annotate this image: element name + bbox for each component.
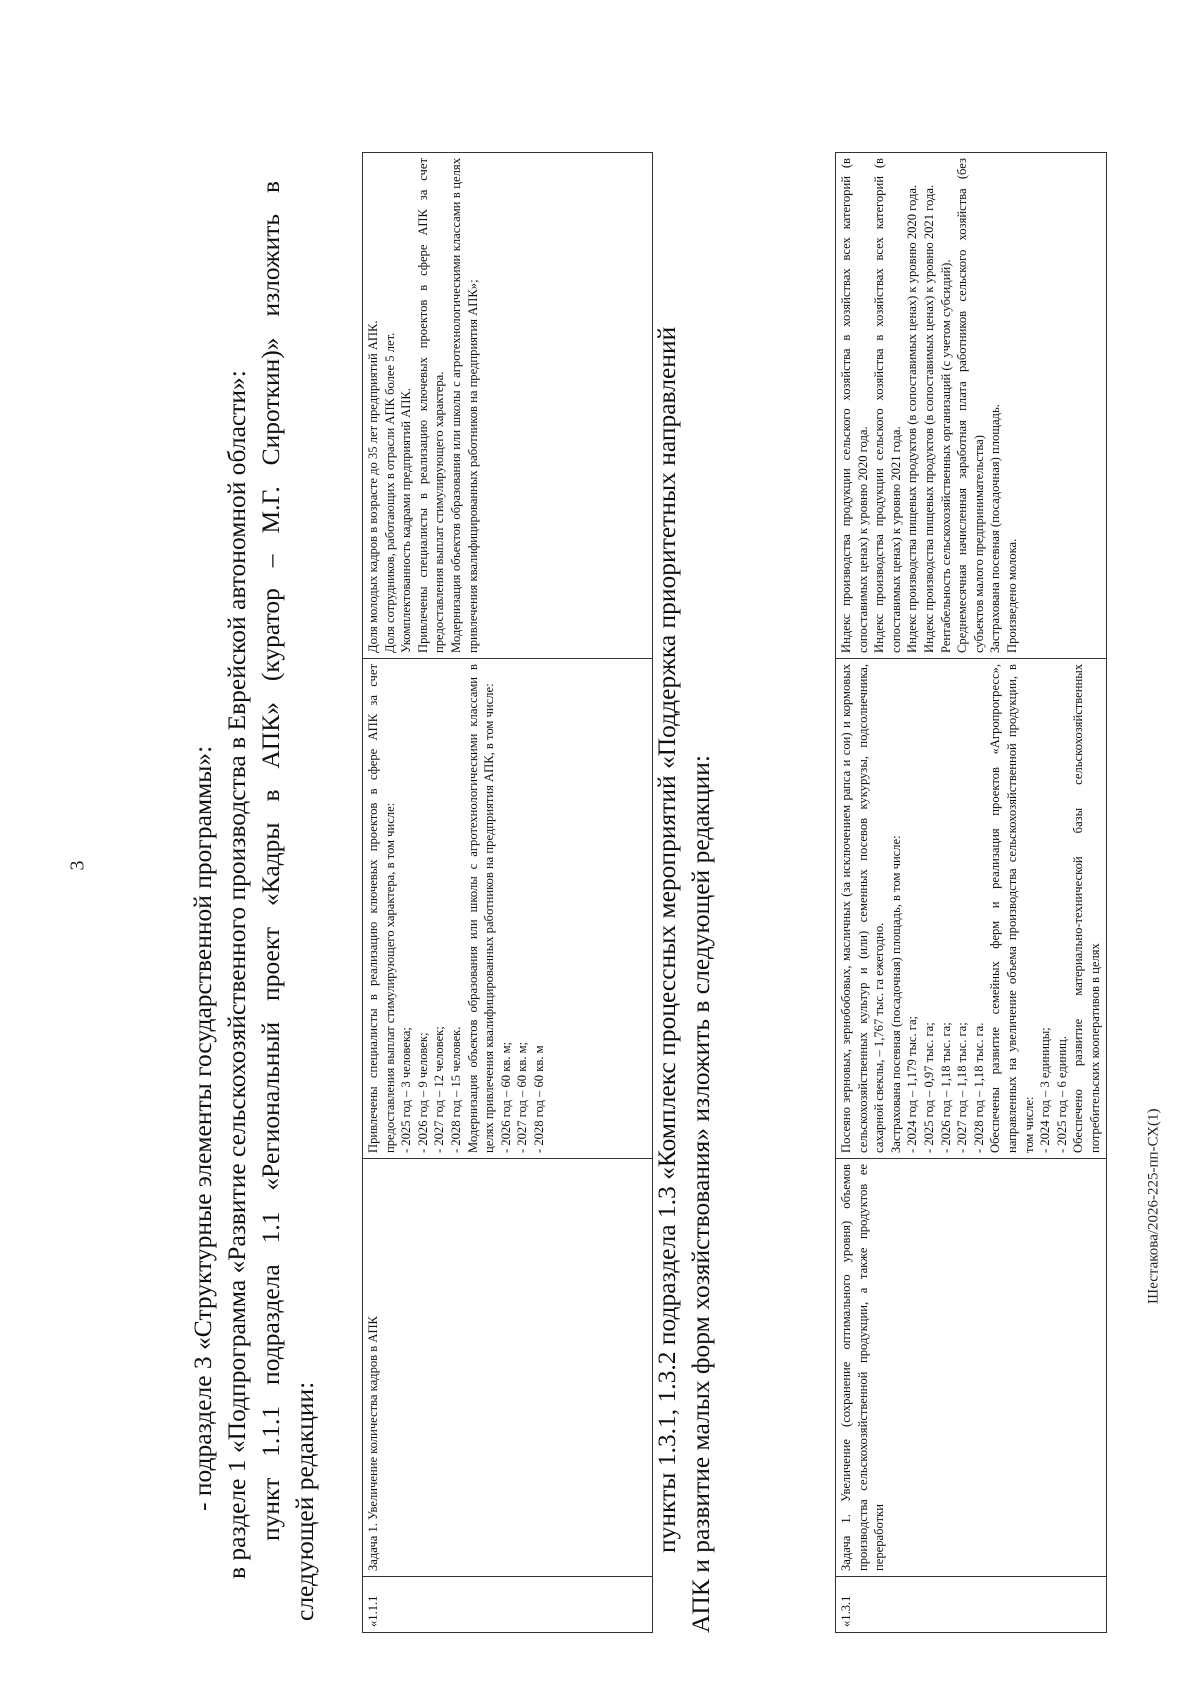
effect-item: - 2026 год – 60 кв. м; [498,1041,513,1153]
indicator-item: Рентабельность сельскохозяйственных организаций (с учетом субсидий). [938,259,953,653]
paragraph-line: АПК и развитие малых форм хозяйствования» изложить в следующей редакции: [686,754,715,1633]
table-row [363,153,653,1633]
effect-item: - 2025 год – 6 единиц. [1054,1036,1069,1153]
indicators-cell [836,153,1107,659]
effect-item: - 2025 год – 3 человека; [399,1027,414,1153]
effect-item: - 2026 год – 9 человек; [415,1032,430,1153]
table-row [836,153,1107,1633]
paragraph-line: пункты 1.3.1, 1.3.2 подраздела 1.3 «Комплекс процессных мероприятий «Поддержка приоритетных направлений [652,326,681,1553]
intro-line: в разделе 1 «Подпрограмма «Развитие сельскохозяйственного производства в Еврейской автономной области»: [222,370,251,1579]
intro-paragraph [186,181,322,1621]
indicator-item: Доля молодых кадров в возрасте до 35 лет предприятий АПК. [366,320,380,653]
indicator-item: Индекс производства пищевых продуктов (в сопоставимых ценах) к уровню 2020 года. [905,184,920,653]
table-subsection-1-1 [362,152,653,1633]
effect-item: - 2028 год – 1,18 тыс. га. [971,1022,986,1153]
effect-item: - 2024 год – 1,179 тыс. га; [905,1015,920,1153]
second-paragraph [650,173,718,1633]
indicator-item: Индекс производства пищевых продуктов (в сопоставимых ценах) к уровню 2021 года. [921,184,936,653]
effects-cell [363,659,653,1159]
intro-line: следующей редакции: [290,1381,319,1621]
effect-item: - 2027 год – 60 кв. м; [515,1041,530,1153]
intro-line: пункт 1.1.1 подраздела 1.1 «Региональный проект «Кадры в АПК» (куратор – М.Г. Сироткин)» изложить в [256,181,285,1541]
table-subsection-1-3 [835,152,1107,1633]
effect-item: Посеяно зерновых, зернобобовых, масличных (за исключением рапса и сои) и кормовых сельскохозяйственных культур и (или) семенных посевов кукурузы, подсолнечника, сахарной свеклы, – 1,767 тыс. га ежегодно. [839,664,887,1153]
rotated-content [100,73,1100,1633]
effect-item: - 2027 год – 12 человек; [432,1026,447,1153]
effect-item: - 2026 год – 1,18 тыс. га; [938,1022,953,1153]
effect-item: - 2027 год – 1,18 тыс. га; [955,1022,970,1153]
indicator-item: Индекс производства продукции сельского хозяйства в хозяйствах всех категорий (в сопоставимых ценах) к уровню 2020 года. [839,158,870,653]
effect-item: - 2025 год – 0,97 тыс. га; [921,1022,936,1153]
indicator-item: Произведено молока. [1004,538,1019,653]
effects-cell [836,659,1107,1159]
effect-item: - 2028 год – 60 кв. м [531,1045,546,1153]
document-footer: Шестакова/2026-225-пп-СХ(1) [1145,1108,1162,1304]
effect-item: - 2028 год – 15 человек. [448,1026,463,1153]
effect-item: Привлечены специалисты в реализацию ключевых проектов в сфере АПК за счет предоставления выплат стимулирующего характера, в том числе: [366,664,397,1153]
task-cell: Задача 1. Увеличение (сохранение оптимального уровня) объемов производства сельскохозяйственной продукции, а также продуктов ее переработки [836,1159,1107,1577]
intro-line: - подразделе 3 «Структурные элементы государственной программы»: [188,745,217,1511]
row-number-cell: «1.3.1 [836,1577,1107,1633]
indicator-item: Привлечены специалисты в реализацию ключевых проектов в сфере АПК за счет предоставления выплат стимулирующего характера. [415,158,447,653]
indicators-cell [363,153,653,659]
effect-item: Застрахована посевная (посадочная) площадь, в том числе: [888,835,903,1153]
indicator-item: Среднемесячная начисленная заработная плата работников сельского хозяйства (без субъектов малого предпринимательства) [955,158,986,653]
indicator-item: Модернизация объектов образования или школы с агротехнологическими классами в целях привлечения квалифицированных работников на предприятия АПК»; [448,158,480,653]
effect-item: Обеспечены развитие семейных ферм и реализация проектов «Агропрогресс», направленных на увеличение объема производства сельскохозяйственной продукции, в том числе: [988,664,1036,1153]
effect-item: Модернизация объектов образования или школы с агротехнологическими классами в целях привлечения квалифицированных работников на предприятия АПК, в том числе: [465,664,497,1153]
indicator-item: Индекс производства продукции сельского хозяйства в хозяйствах всех категорий (в сопоставимых ценах) к уровню 2021 года. [872,158,903,653]
effect-item: - 2024 год – 3 единицы; [1038,1027,1053,1153]
indicator-item: Доля сотрудников, работающих в отрасли АПК более 5 лет. [382,332,397,653]
task-cell: Задача 1. Увеличение количества кадров в АПК [363,1159,653,1577]
page-number: 3 [66,860,89,871]
effect-item: Обеспечено развитие материально-технической базы сельскохозяйственных потребительских кооперативов в целях [1071,664,1102,1153]
indicator-item: Застрахована посевная (посадочная) площадь. [988,404,1003,653]
row-number-cell: «1.1.1 [363,1577,653,1633]
indicator-item: Укомплектованность кадрами предприятий АПК. [399,388,414,653]
